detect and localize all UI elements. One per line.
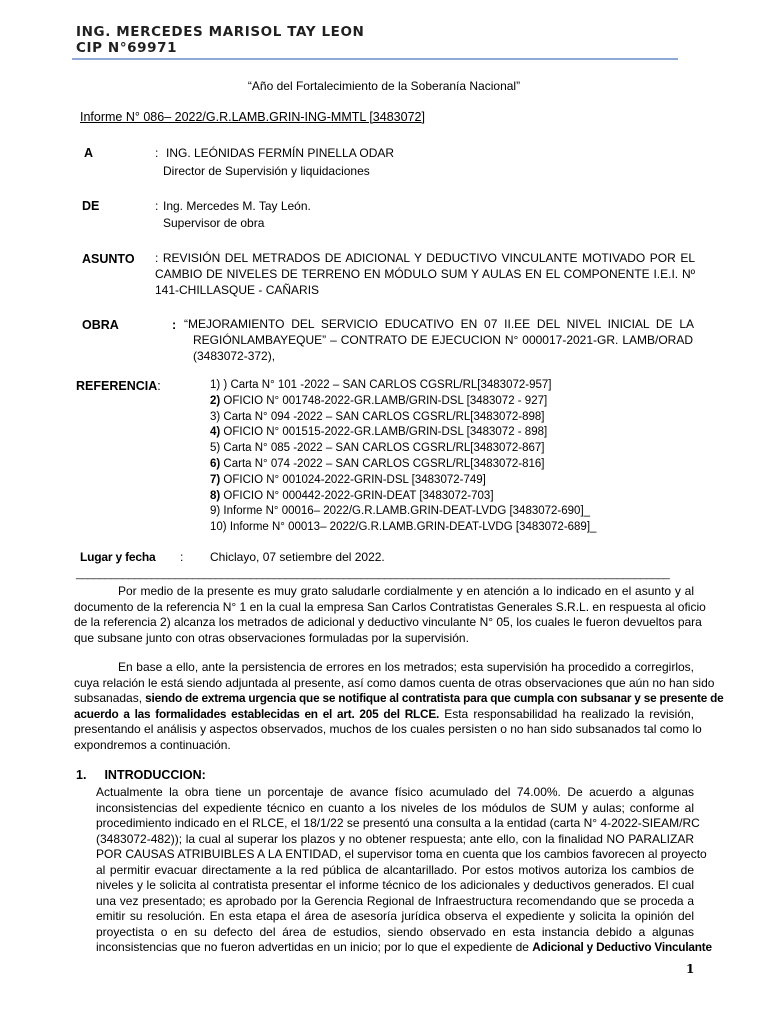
reference-item: 3) Carta N° 094 -2022 – SAN CARLOS CGSRL/RL[3483072-898] [210, 410, 545, 423]
section-line: POR CAUSAS ATRIBUIBLES A LA ENTIDAD, el supervisor toma en cuenta que los cambios favorecen al proyecto [96, 847, 707, 861]
section-heading [76, 768, 206, 782]
adicional-emphasis: Adicional y Deductivo Vinculante [532, 940, 712, 954]
paragraph-intro [74, 584, 706, 646]
references-colon: : [157, 379, 161, 393]
rlce-emphasis: acuerdo a las formalidades establecidas en el art. 205 del RLCE. [74, 706, 440, 721]
paragraph-line: En base a ello, ante la persistencia de errores en los metrados; esta supervisión ha procedido a corregirlos, [118, 660, 694, 674]
subject-line-3: 141-CHILLASQUE - CAÑARIS [155, 283, 320, 297]
from-label: DE [82, 199, 100, 213]
section-line: al permitir evacuar directamente a la red pública de alcantarillado. Por estos motivos autoriza los cambios de [96, 862, 694, 877]
reference-item: 4) OFICIO N° 001515-2022-GR.LAMB/GRIN-DSL [3483072 - 898] [210, 426, 548, 439]
section-line: (3483072-482)); la cual al superar los plazos y no obtener respuesta; ante ello, con la finalidad NO PARALIZAR [96, 831, 694, 846]
place-date-sep: : [180, 550, 184, 564]
work-sep: : [172, 318, 177, 332]
section-line: emitir su resolución. En esta etapa el área de asesoría jurídica observa el expediente y solicita la opinión del [96, 909, 694, 923]
reference-item: 2) OFICIO N° 001748-2022-GR.LAMB/GRIN-DSL [3483072 - 927] [210, 394, 548, 407]
paragraph-line: cuya relación le está siendo adjuntada al presente, así como damos cuenta de otras observaciones que aún no han sido [74, 675, 715, 690]
to-role: Director de Supervisión y liquidaciones [163, 164, 370, 178]
section-line: proyectista o en su defecto del área de estudios, siendo observado en esta instancia debido a algunas [96, 924, 694, 939]
paragraph-line: presentando el análisis y aspectos observados, muchos de los cuales persisten o no han sido subsanados tal como lo [74, 722, 702, 736]
reference-item: 10) Informe N° 00013– 2022/G.R.LAMB.GRIN-DEAT-LVDG [3483072-689]_ [210, 521, 597, 534]
work-line-2: REGIÓNLAMBAYEQUE” – CONTRATO DE EJECUCION N° 000017-2021-GR. LAMB/ORAD [193, 333, 693, 347]
references-list [210, 378, 596, 536]
work-line-3: (3483072-372), [193, 349, 276, 363]
paragraph-line: documento de la referencia N° 1 en la cual la empresa San Carlos Contratistas Generales S.R.L. en respuesta al oficio [74, 599, 706, 614]
paragraph-line: que subsane junto con otras observaciones formuladas por la supervisión. [74, 630, 469, 645]
place-date-label: Lugar y fecha [80, 550, 156, 564]
reference-item: 1) ) Carta N° 101 -2022 – SAN CARLOS CGSRL/RL[3483072-957] [210, 379, 552, 391]
reference-item: 7) OFICIO N° 001024-2022-GRIN-DSL [3483072-749] [210, 473, 486, 486]
from-sep: : [155, 199, 159, 213]
section-number: 1. [76, 768, 87, 782]
paragraph-line: acuerdo a las formalidades establecidas en el art. 205 del RLCE. Esta responsabilidad ha realizado la revisión, [74, 706, 694, 721]
paragraph-corrections [74, 660, 724, 753]
to-label: A [84, 146, 94, 160]
reference-item: 9) Informe N° 00016– 2022/G.R.LAMB.GRIN-DEAT-LVDG [3483072-690]_ [210, 505, 591, 518]
from-name: Ing. Mercedes M. Tay León. [163, 199, 311, 213]
from-role: Supervisor de obra [163, 216, 265, 230]
paragraph-line: de la referencia 2) alcanza los metrados de adicional y deductivo vinculante N° 05, los cuales le fueron devueltos para [74, 615, 702, 629]
year-motto: “Año del Fortalecimiento de la Soberanía Nacional” [247, 79, 521, 93]
letterhead-cip: CIP N°69971 [76, 40, 178, 56]
section-title: INTRODUCCION: [104, 768, 206, 782]
section-line: procedimiento indicado en el RLCE, el 18/1/22 se presentó una consulta a la entidad (carta N° 4-2022-SIEAM/RC [96, 816, 700, 830]
reference-item: 6) Carta N° 074 -2022 – SAN CARLOS CGSRL/RL[3483072-816] [210, 457, 545, 470]
paragraph-line: expondremos a continuación. [74, 737, 231, 752]
reference-item: 5) Carta N° 085 -2022 – SAN CARLOS CGSRL/RL[3483072-867] [210, 442, 545, 455]
references-label: REFERENCIA [76, 379, 158, 393]
paragraph-line: subsanadas, siendo de extrema urgencia que se notifique al contratista para que cumpla con subsanar y se presente de [74, 691, 724, 705]
section-body [96, 785, 712, 956]
references-heading [76, 379, 161, 393]
subject-label: ASUNTO [82, 252, 135, 266]
section-line: una vez presentado; es aprobado por la Gerencia Regional de Infraestructura recomendando que se proceda a [96, 893, 694, 908]
subject-line-1: : REVISIÓN DEL METRADOS DE ADICIONAL Y DEDUCTIVO VINCULANTE MOTIVADO POR EL [155, 251, 695, 265]
section-line: inconsistencias del expediente técnico en cuanto a los niveles de los módulos de SUM y aulas; conforme al [96, 800, 694, 815]
reference-item: 8) OFICIO N° 000442-2022-GRIN-DEAT [3483072-703] [210, 489, 494, 502]
work-line-1: “MEJORAMIENTO DEL SERVICIO EDUCATIVO EN 07 II.EE DEL NIVEL INICIAL DE LA [184, 317, 694, 331]
to-name: ING. LEÓNIDAS FERMÍN PINELLA ODAR [166, 146, 395, 160]
work-label: OBRA [82, 318, 119, 332]
subject-line-2: CAMBIO DE NIVELES DE TERRENO EN MÓDULO SUM Y AULAS EN EL COMPONENTE I.E.I. Nº [155, 267, 695, 281]
to-sep: : [155, 146, 159, 160]
paragraph-line: Por medio de la presente es muy grato saludarle cordialmente y en atención a lo indicado en el asunto y al [118, 584, 694, 598]
page-number: 1 [686, 962, 695, 976]
informe-title: Informe N° 086– 2022/G.R.LAMB.GRIN-ING-MMTL [3483072] [80, 110, 425, 124]
place-date-value: Chiclayo, 07 setiembre del 2022. [210, 550, 385, 564]
separator-line: ______________________________________________________________________________________________________ [76, 568, 670, 580]
section-line: inconsistencias que no fueron advertidas en un inicio; por lo que el expediente de Adicional y Deductivo Vinculante [96, 940, 712, 954]
urgency-emphasis: siendo de extrema urgencia que se notifique al contratista para que cumpla con subsanar y se presente de [142, 691, 724, 705]
header-rule [72, 58, 678, 60]
section-line: niveles y le solicita al contratista presentar el informe técnico de los adicionales y deductivos generados. El cual [96, 878, 694, 892]
section-line: Actualmente la obra tiene un porcentaje de avance físico acumulado del 74.00%. De acuerdo a algunas [96, 785, 694, 799]
letterhead-name: ING. MERCEDES MARISOL TAY LEON [76, 24, 365, 40]
